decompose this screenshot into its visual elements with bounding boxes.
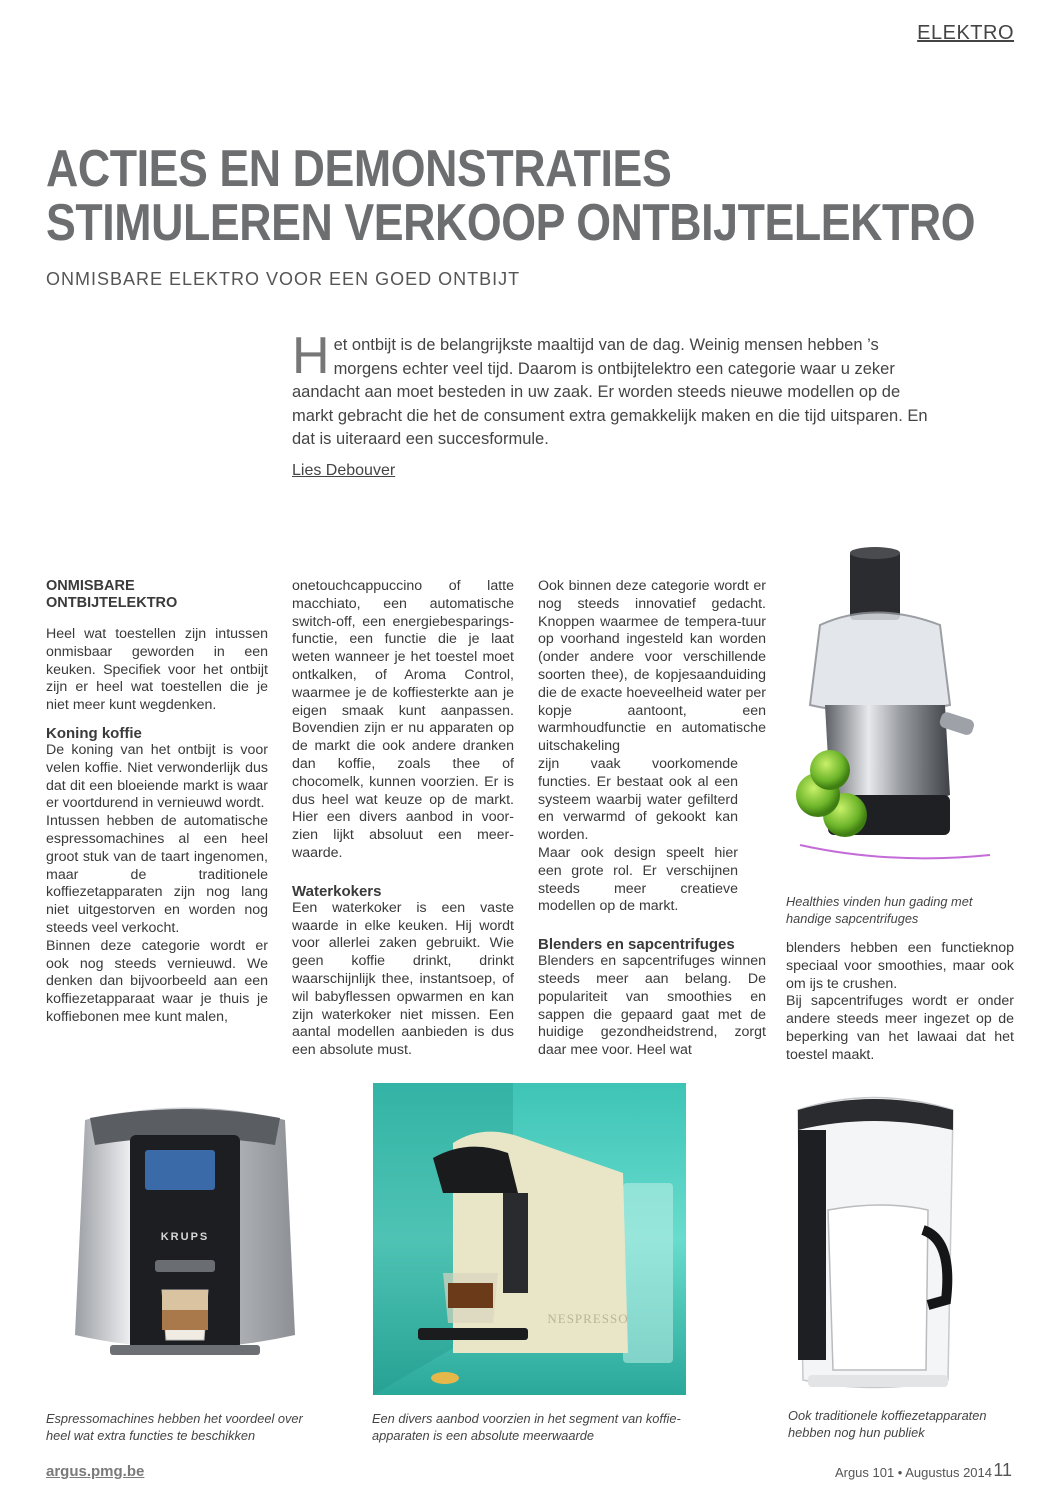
krups-logo-text: KRUPS — [160, 1231, 210, 1243]
intro-paragraph — [292, 327, 932, 452]
body-paragraph: Maar ook design speelt hier een grote rol. Er verschijnen steeds meer creatieve modellen op de markt. — [538, 844, 738, 915]
body-paragraph: De koning van het ontbijt is voor velen koffie. Niet verwonderlijk dus dat dit een bloeiende markt is waar er voortdurend in vernieuwd wordt. — [46, 741, 268, 812]
subheading-waterkokers: Waterkokers — [292, 882, 382, 900]
nespresso-logo-text: NESPRESSO — [547, 1311, 629, 1326]
body-paragraph: onetouchcappuccino of latte macchiato, een automatische switch-off, een energiebesparings-functie, een functie die je laat weten wanneer je het toestel moet ontkalken, of Aroma Control, waarmee je de koffiesterkte aan je eigen smaak kunt aanpassen. Bovendien zijn er nu apparaten op de markt die ook andere dranken dan koffie, zoals thee of chocomelk, kunnen voorzien. Er is dus heel wat keuze op de markt. Hier een divers aanbod in voor-zien lijkt absoluut een meer-waarde. — [292, 578, 514, 861]
body-paragraph: zijn vaak voorkomende functies. Er bestaat ook al een systeem waarbij water gefilterd en verwarmd of gekookt kan worden. — [538, 755, 738, 844]
coffee-maker-caption: Ook traditionele koffiezetapparaten hebben nog hun publiek — [788, 1408, 987, 1440]
article-headline — [46, 140, 976, 252]
coffee-maker-photo — [788, 1090, 958, 1400]
headline-line-1: ACTIES EN DEMONSTRATIES — [46, 140, 672, 198]
subheading-koning-koffie: Koning koffie — [46, 724, 142, 742]
page-number: 11 — [993, 1460, 1012, 1480]
site-link[interactable]: argus.pmg.be — [46, 1463, 145, 1480]
juicer-photo — [790, 545, 1020, 885]
subheading-blenders: Blenders en sapcentrifuges — [538, 936, 735, 954]
section-heading: ONMISBARE ONTBIJTELEKTRO — [46, 578, 178, 611]
body-paragraph: Blenders en sapcentrifuges winnen steeds meer aan belang. De populariteit van smoothies en sappen die gepaard gaat met de huidige gezondheidstrend, zorgt daar mee voor. Heel wat — [538, 953, 766, 1059]
issue-info: Argus 101 • Augustus 2014 — [834, 1465, 992, 1480]
capsule-machine-photo — [373, 1083, 686, 1395]
body-paragraph: blenders hebben een functieknop speciaal voor smoothies, maar ook om ijs te crushen. — [786, 940, 1014, 992]
body-column-4 — [786, 940, 1014, 1065]
article-subhead: ONMISBARE ELEKTRO VOOR EEN GOED ONTBIJT — [46, 269, 521, 289]
section-label: ELEKTRO — [917, 22, 1014, 44]
juicer-caption: Healthies vinden hun gading met handige sapcentrifuges — [786, 894, 973, 926]
headline-line-2: STIMULEREN VERKOOP ONTBIJTELEKTRO — [46, 194, 976, 252]
body-paragraph: Heel wat toestellen zijn intussen onmisbaar geworden in een keuken. Specifiek voor het ontbijt zijn er heel wat toestellen die je niet meer kunt wegdenken. — [46, 626, 268, 714]
body-paragraph: Binnen deze categorie wordt er ook nog steeds vernieuwd. We denken dan bijvoorbeeld aan een koffiezetapparaat waar je thuis je koffiebonen mee kunt malen, — [46, 937, 268, 1025]
espresso-machine-photo — [70, 1090, 300, 1390]
espresso-caption: Espressomachines hebben het voordeel over heel wat extra functies te beschikken — [46, 1411, 303, 1443]
capsule-machine-caption: Een divers aanbod voorzien in het segment van koffie-apparaten is een absolute meerwaarde — [372, 1411, 681, 1443]
author-byline: Lies Debouver — [292, 462, 396, 479]
intro-text: et ontbijt is de belangrijkste maaltijd van de dag. Weinig mensen hebben ’s morgens echter veel tijd. Daarom is ontbijtelektro een categorie waar u zeker aandacht aan moet besteden in uw zaak. Er worden steeds nieuwe modellen op de markt gebracht die het de consument extra gemakkelijk maken en die tijd uitsparen. En dat is uiteraard een succesformule. — [292, 336, 928, 448]
body-paragraph: Ook binnen deze categorie wordt er nog steeds innovatief gedacht. Knoppen waarmee de tempera-tuur op voorhand ingesteld kan worden (onder andere voor verschillende soorten thee), de kopjesaanduiding die de exacte hoeveelheid water per kopje aantoont, een warmhoudfunctie en automatische uitschakeling — [538, 578, 766, 755]
body-paragraph: Een waterkoker is een vaste waarde in elke keuken. Hij wordt voor allerlei zaken gebruikt. Wie geen koffie drinkt, drinkt waarschijnlijk thee, instantsoep, of wil babyflessen opwarmen en kan zijn waterkoker niet missen. Een aantal modellen aanbieden is dus een absolute must. — [292, 899, 514, 1059]
body-paragraph: Intussen hebben de automatische espressomachines al een heel groot stuk van de taart ingenomen, maar de traditionele koffiezetapparaten zijn nog lang niet uitgestorven en worden nog steeds veel verkocht. — [46, 813, 268, 936]
body-column-3 — [538, 578, 766, 1060]
drop-cap: H — [292, 327, 330, 385]
body-column-2 — [292, 578, 514, 1060]
body-column-1 — [46, 578, 268, 1027]
body-paragraph: Bij sapcentrifuges wordt er onder andere steeds meer ingezet op de beperking van het lawaai dat het toestel maakt. — [786, 993, 1014, 1063]
